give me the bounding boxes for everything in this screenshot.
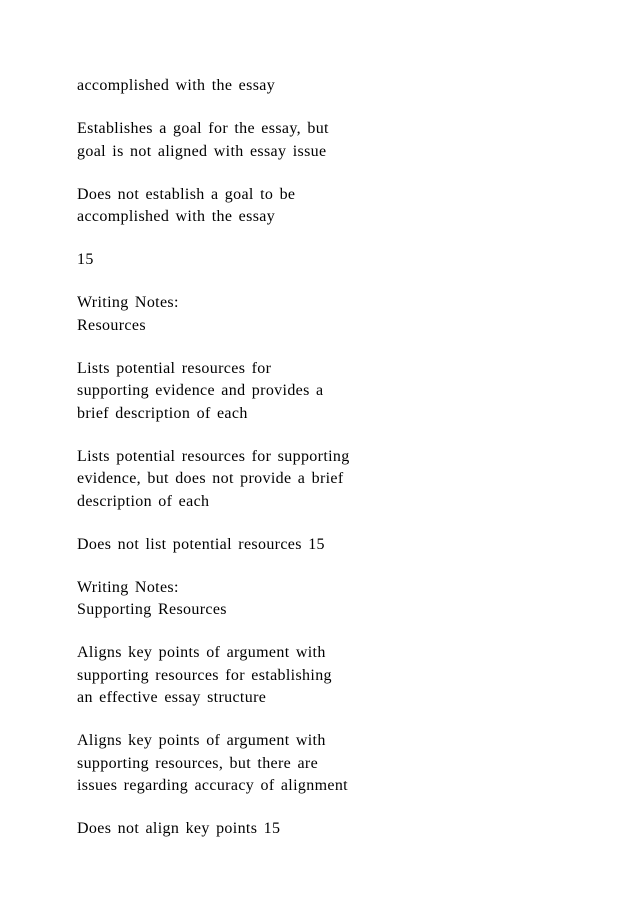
paragraph [77, 358, 597, 426]
paragraph [77, 818, 597, 841]
paragraph [77, 75, 597, 98]
text-line: brief description of each [77, 404, 248, 422]
text-line: Lists potential resources for supporting [77, 447, 350, 465]
text-line: Writing Notes: [77, 578, 179, 596]
text-line: accomplished with the essay [77, 208, 276, 225]
text-line: Supporting Resources [77, 601, 227, 618]
text-line: Does not establish a goal to be [77, 185, 296, 203]
text-line: supporting resources for establishing [77, 666, 332, 684]
text-line: Lists potential resources for [77, 359, 272, 377]
text-line: 15 [77, 251, 94, 268]
document-body [77, 75, 597, 861]
paragraph [77, 118, 597, 163]
section-heading [77, 577, 597, 622]
points-value [77, 249, 597, 272]
paragraph [77, 730, 597, 798]
text-line: Establishes a goal for the essay, but [77, 120, 329, 137]
text-line: Aligns key points of argument with [77, 732, 326, 749]
text-line: Does not list potential resources 15 [77, 535, 325, 553]
text-line: Aligns key points of argument with [77, 644, 326, 661]
paragraph [77, 642, 597, 710]
text-line: Resources [77, 316, 146, 334]
paragraph [77, 534, 597, 557]
text-line: an effective essay structure [77, 689, 267, 706]
text-line: description of each [77, 492, 210, 510]
text-line: accomplished with the essay [77, 77, 276, 94]
text-line: supporting evidence and provides a [77, 382, 324, 399]
text-line: supporting resources, but there are [77, 754, 319, 772]
section-heading [77, 292, 597, 337]
text-line: Does not align key points 15 [77, 820, 281, 837]
text-line: goal is not aligned with essay issue [77, 142, 327, 160]
text-line: issues regarding accuracy of alignment [77, 777, 348, 794]
text-line: evidence, but does not provide a brief [77, 470, 344, 487]
paragraph [77, 446, 597, 514]
text-line: Writing Notes: [77, 294, 179, 311]
paragraph [77, 184, 597, 229]
